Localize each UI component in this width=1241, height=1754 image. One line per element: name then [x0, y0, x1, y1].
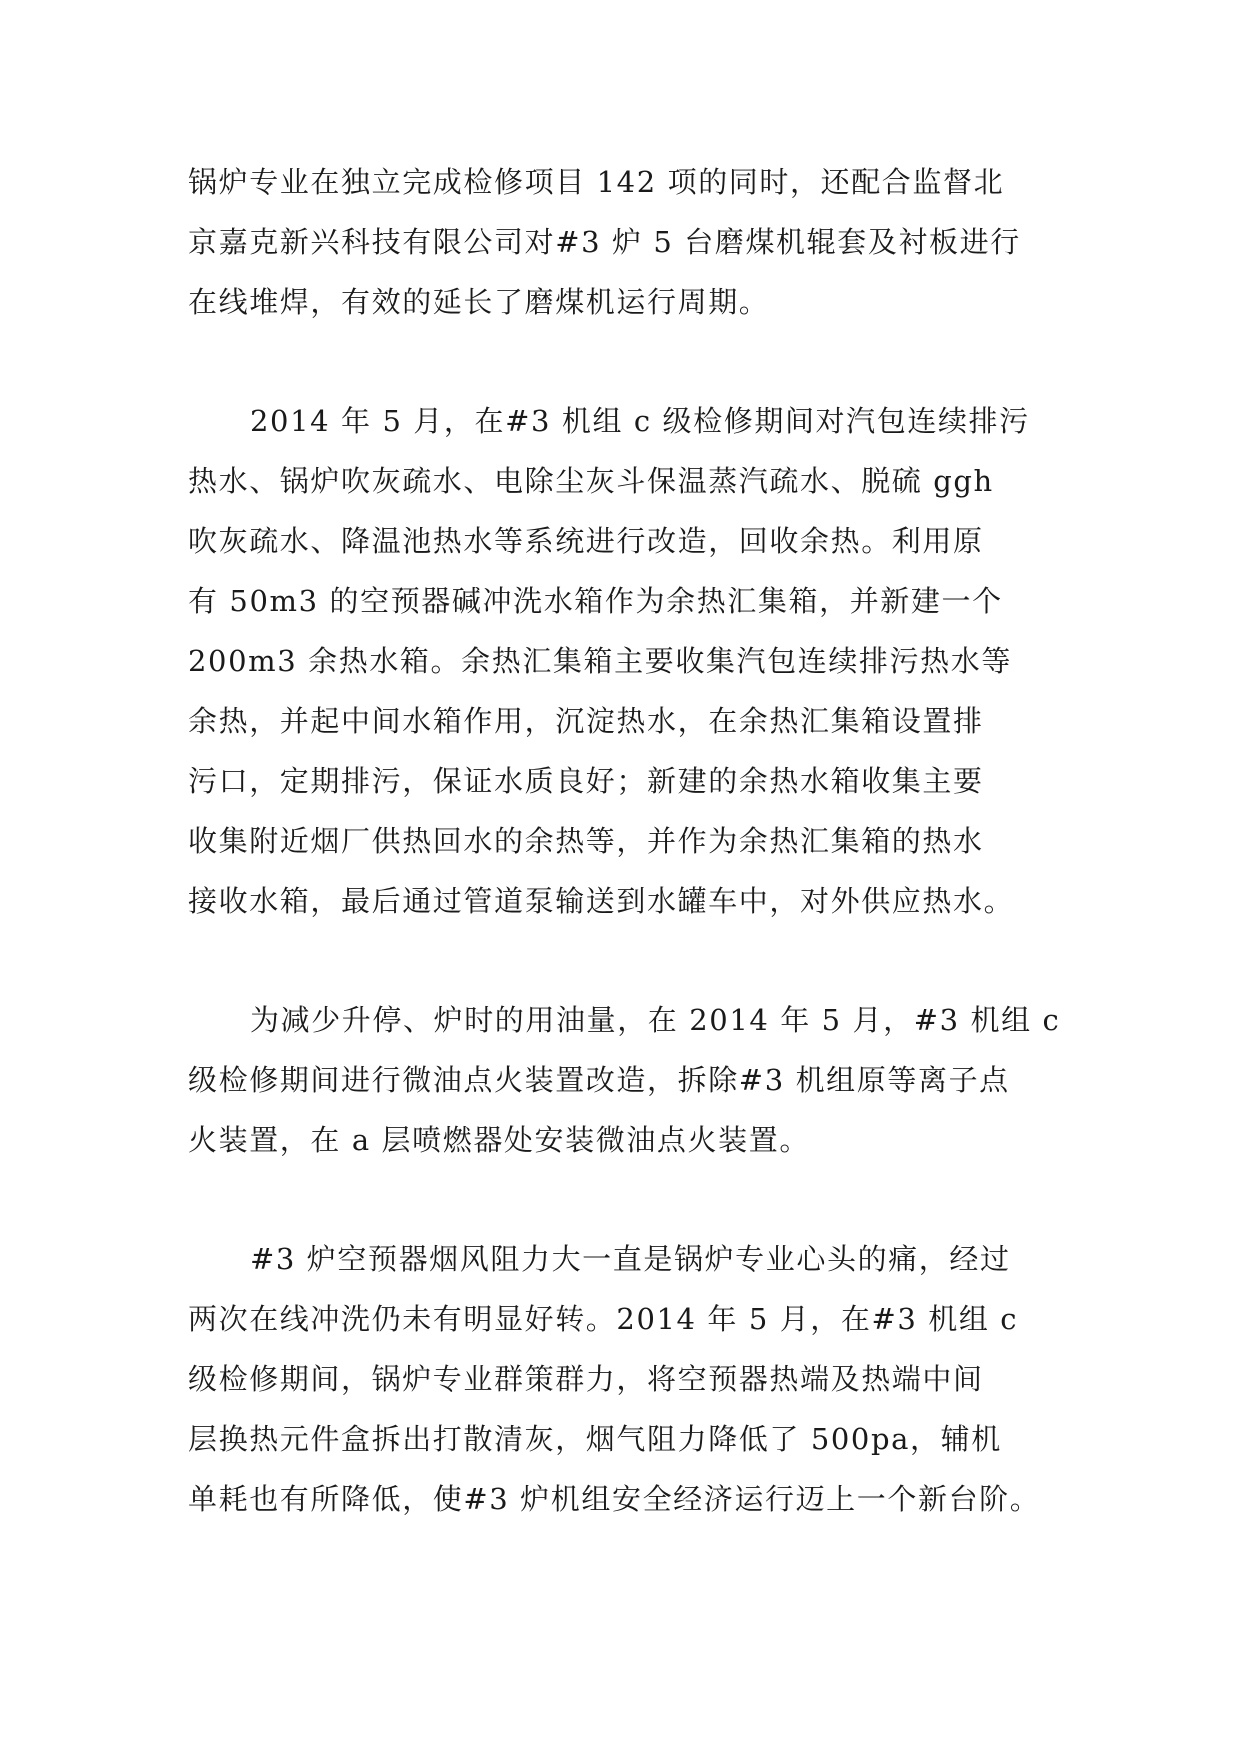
text-line: 锅炉专业在独立完成检修项目 142 项的同时，还配合监督北: [188, 165, 1005, 199]
text-line: 火装置，在 a 层喷燃器处安装微油点火装置。: [188, 1123, 810, 1157]
text-line: 2014 年 5 月，在#3 机组 c 级检修期间对汽包连续排污: [250, 404, 1030, 438]
text-line: 级检修期间，锅炉专业群策群力，将空预器热端及热端中间: [188, 1362, 984, 1396]
text-line: 热水、锅炉吹灰疏水、电除尘灰斗保温蒸汽疏水、脱硫 ggh: [188, 464, 994, 498]
text-line: 吹灰疏水、降温池热水等系统进行改造，回收余热。利用原: [188, 524, 984, 558]
paragraph-3: [188, 990, 1061, 1170]
text-line: 为减少升停、炉时的用油量，在 2014 年 5 月，#3 机组 c: [250, 1003, 1061, 1037]
paragraph-4: [188, 1229, 1048, 1529]
text-line: #3 炉空预器烟风阻力大一直是锅炉专业心头的痛，经过: [250, 1242, 1011, 1276]
text-line: 层换热元件盒拆出打散清灰，烟气阻力降低了 500pa，辅机: [188, 1422, 1002, 1456]
text-line: 级检修期间进行微油点火装置改造，拆除#3 机组原等离子点: [188, 1063, 1010, 1097]
text-line: 接收水箱，最后通过管道泵输送到水罐车中，对外供应热水。: [188, 884, 1015, 918]
document-body: [188, 152, 1061, 1529]
text-line: 余热，并起中间水箱作用，沉淀热水，在余热汇集箱设置排: [188, 704, 984, 738]
paragraph-1: [188, 152, 1048, 332]
text-line: 单耗也有所降低，使#3 炉机组安全经济运行迈上一个新台阶。: [188, 1482, 1041, 1516]
text-line: 污口，定期排污，保证水质良好；新建的余热水箱收集主要: [188, 764, 984, 798]
text-line: 京嘉克新兴科技有限公司对#3 炉 5 台磨煤机辊套及衬板进行: [188, 225, 1021, 259]
text-line: 收集附近烟厂供热回水的余热等，并作为余热汇集箱的热水: [188, 824, 984, 858]
text-line: 200m3 余热水箱。余热汇集箱主要收集汽包连续排污热水等: [188, 644, 1012, 678]
text-line: 两次在线冲洗仍未有明显好转。2014 年 5 月，在#3 机组 c: [188, 1302, 1019, 1336]
text-line: 在线堆焊，有效的延长了磨煤机运行周期。: [188, 285, 770, 319]
paragraph-2: [188, 391, 1048, 931]
text-line: 有 50m3 的空预器碱冲洗水箱作为余热汇集箱，并新建一个: [188, 584, 1003, 618]
